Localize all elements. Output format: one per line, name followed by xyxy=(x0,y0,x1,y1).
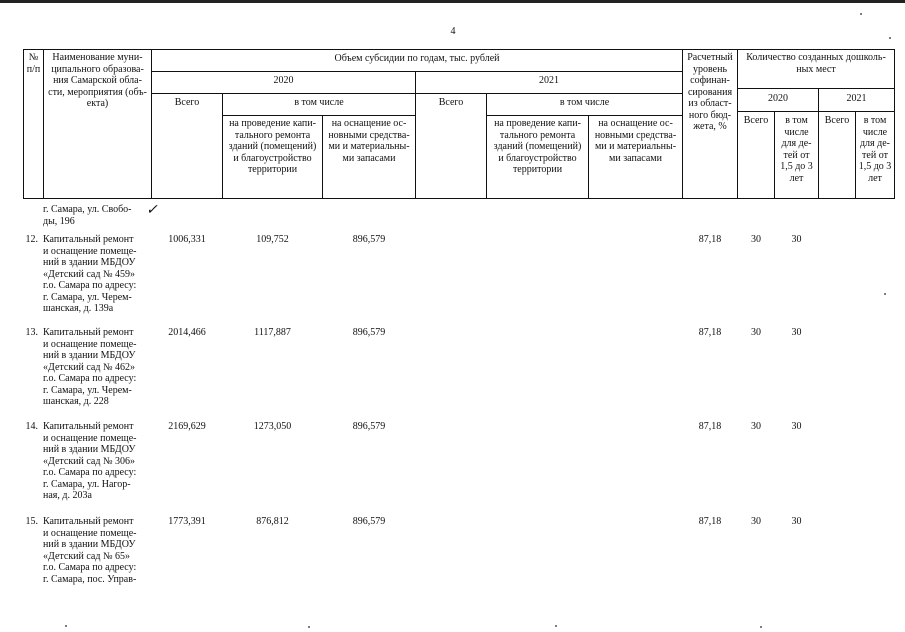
row-number: 12. xyxy=(25,234,38,245)
header-places-age-2021: в том числе для де- тей от 1,5 до 3 лет xyxy=(858,115,892,184)
scan-top-border xyxy=(0,0,905,3)
header-total-2021: Всего xyxy=(438,97,464,108)
header-year-2021: 2021 xyxy=(539,75,559,86)
header-places-year-2020: 2020 xyxy=(768,93,788,104)
row-places-age: 30 xyxy=(791,421,802,432)
header-places-total-2021: Всего xyxy=(824,115,850,126)
row-places-total: 30 xyxy=(751,234,761,245)
row-name: Капитальный ремонт и оснащение помеще- ний в здании МБДОУ «Детский сад № 462» г.о. Самара по адресу: г. Самара, ул. Черем- шанская, д. 228 xyxy=(43,327,137,407)
header-preschool-places: Количество созданных дошколь- ных мест xyxy=(746,52,886,75)
handwritten-check-mark: ✓ xyxy=(146,203,158,218)
continuation-text: г. Самара, ул. Свобо- ды, 196 xyxy=(43,204,132,227)
scan-speck xyxy=(555,625,557,627)
header-total-2020: Всего xyxy=(174,97,200,108)
row-repair-2020: 1117,887 xyxy=(254,327,291,338)
row-equipment-2020: 896,579 xyxy=(352,516,386,527)
row-equipment-2020: 896,579 xyxy=(352,421,386,432)
header-cofinancing-rate: Расчетный уровень софинан- сирования из област- ного бюд- жета, % xyxy=(687,52,733,132)
row-places-total: 30 xyxy=(751,421,761,432)
row-name: Капитальный ремонт и оснащение помеще- ний в здании МБДОУ «Детский сад № 65» г.о. Самара по адресу: г. Самара, пос. Управ- xyxy=(43,516,137,585)
header-places-year-2021: 2021 xyxy=(846,93,867,104)
row-number: 13. xyxy=(25,327,38,338)
scan-speck xyxy=(65,625,67,627)
header-places-total-2020: Всего xyxy=(743,115,769,126)
row-equipment-2020: 896,579 xyxy=(352,234,386,245)
page-number: 4 xyxy=(450,26,456,37)
header-capital-repair-2021: на проведение капи- тального ремонта зданий (помещений) и благоустройство территории xyxy=(493,118,582,175)
row-places-age: 30 xyxy=(791,327,802,338)
row-cofinancing-rate: 87,18 xyxy=(698,421,722,432)
header-equipment-2021: на оснащение ос- новными средства- ми и материальны- ми запасами xyxy=(594,118,677,164)
header-capital-repair-2020: на проведение капи- тального ремонта зданий (помещений) и благоустройство территории xyxy=(228,118,317,175)
scan-speck xyxy=(889,37,891,39)
row-places-total: 30 xyxy=(751,516,761,527)
header-subsidy-volume: Объем субсидии по годам, тыс. рублей xyxy=(334,53,500,64)
header-in-that-number-2020: в том числе xyxy=(294,97,344,108)
row-total-2020: 2169,629 xyxy=(168,421,206,432)
row-name: Капитальный ремонт и оснащение помеще- ний в здании МБДОУ «Детский сад № 306» г.о. Самара по адресу: г. Самара, ул. Нагор- ная, д. 203а xyxy=(43,421,137,501)
header-col-name: Наименование муни- ципального образова- ния Самарской обла- сти, мероприятия (объ- екта) xyxy=(48,52,147,109)
row-total-2020: 2014,466 xyxy=(168,327,206,338)
header-col-number: № п/п xyxy=(26,52,41,75)
scan-speck xyxy=(884,293,886,295)
header-in-that-number-2021: в том числе xyxy=(559,97,610,108)
header-equipment-2020: на оснащение ос- новными средства- ми и материальны- ми запасами xyxy=(328,118,410,164)
scan-speck xyxy=(860,13,862,15)
row-name: Капитальный ремонт и оснащение помеще- ний в здании МБДОУ «Детский сад № 459» г.о. Самара по адресу: г. Самара, ул. Черем- шанская, д. 139а xyxy=(43,234,137,314)
row-repair-2020: 1273,050 xyxy=(253,421,292,432)
scan-speck xyxy=(308,626,310,628)
row-places-total: 30 xyxy=(751,327,761,338)
header-places-age-2020: в том числе для де- тей от 1,5 до 3 лет xyxy=(780,115,813,184)
row-cofinancing-rate: 87,18 xyxy=(698,327,722,338)
row-cofinancing-rate: 87,18 xyxy=(698,234,722,245)
row-cofinancing-rate: 87,18 xyxy=(698,516,722,527)
row-places-age: 30 xyxy=(791,516,802,527)
row-total-2020: 1006,331 xyxy=(168,234,206,245)
row-equipment-2020: 896,579 xyxy=(352,327,386,338)
row-number: 14. xyxy=(25,421,38,432)
row-repair-2020: 109,752 xyxy=(256,234,289,245)
header-year-2020: 2020 xyxy=(273,75,294,86)
scan-speck xyxy=(760,626,762,628)
row-repair-2020: 876,812 xyxy=(256,516,289,527)
row-total-2020: 1773,391 xyxy=(168,516,206,527)
row-places-age: 30 xyxy=(791,234,802,245)
row-number: 15. xyxy=(25,516,38,527)
